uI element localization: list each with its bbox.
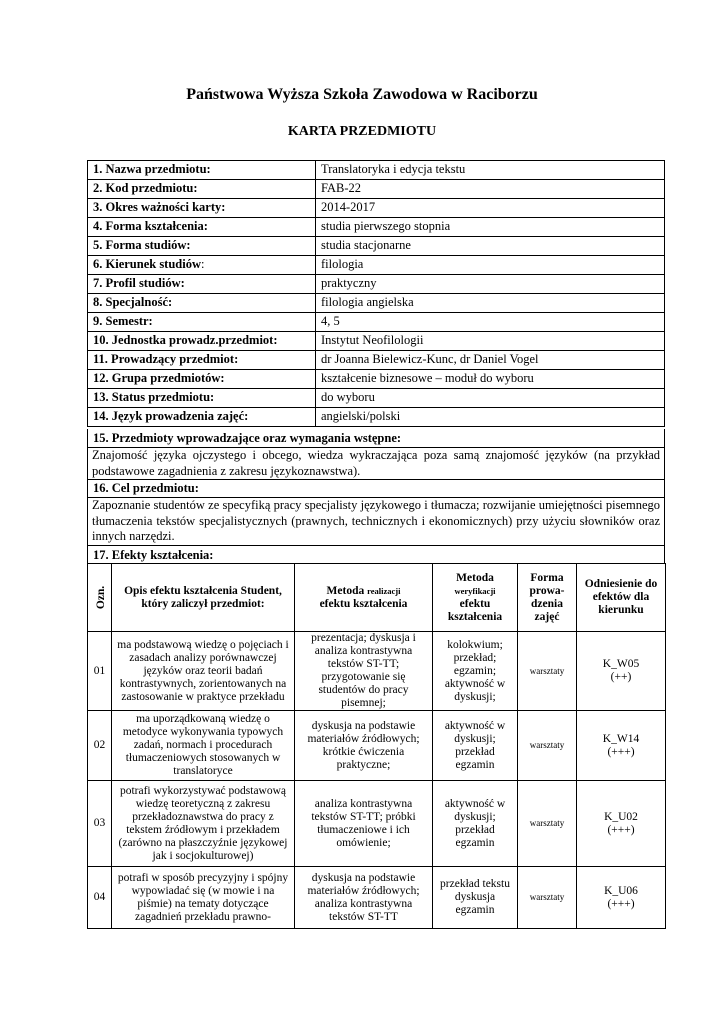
info-key: 10. Jednostka prowadz.przedmiot: bbox=[88, 332, 316, 351]
info-key: 3. Okres ważności karty: bbox=[88, 199, 316, 218]
info-row bbox=[88, 408, 665, 427]
info-key: 4. Forma kształcenia: bbox=[88, 218, 316, 237]
info-key: 2. Kod przedmiotu: bbox=[88, 180, 316, 199]
info-value: do wyboru bbox=[316, 389, 665, 408]
col-opis: Opis efektu kształcenia Student, który zaliczył przedmiot: bbox=[112, 564, 295, 632]
info-row bbox=[88, 199, 665, 218]
col-forma: Forma prowa-dzenia zajęć bbox=[518, 564, 577, 632]
section-course-goal bbox=[87, 479, 665, 546]
prerequisites-heading: 15. Przedmioty wprowadzające oraz wymagania wstępne: bbox=[88, 429, 664, 448]
info-row bbox=[88, 218, 665, 237]
col-ozn: Ozn. bbox=[88, 564, 112, 632]
outcome-row bbox=[88, 867, 666, 929]
info-key: 1. Nazwa przedmiotu: bbox=[88, 161, 316, 180]
outcome-code: 04 bbox=[88, 867, 112, 929]
info-row bbox=[88, 332, 665, 351]
info-row bbox=[88, 275, 665, 294]
info-row bbox=[88, 180, 665, 199]
outcome-method-realization: analiza kontrastywna tekstów ST-TT; próbki tłumaczeniowe i ich omówienie; bbox=[295, 781, 433, 867]
info-value: praktyczny bbox=[316, 275, 665, 294]
info-value: Translatoryka i edycja tekstu bbox=[316, 161, 665, 180]
outcome-row bbox=[88, 711, 666, 781]
info-row bbox=[88, 389, 665, 408]
prerequisites-text: Znajomość języka ojczystego i obcego, wiedza wykraczająca poza samą znajomość języków (na przykład podstawowe zagadnienia z zakresu językoznawstwa). bbox=[88, 448, 664, 480]
outcome-method-realization: dyskusja na podstawie materiałów źródłowych; krótkie ćwiczenia praktyczne; bbox=[295, 711, 433, 781]
col-metoda-weryfikacji: Metoda weryfikacji efektu kształcenia bbox=[433, 564, 518, 632]
outcome-description: potrafi w sposób precyzyjny i spójny wypowiadać się (w mowie i na piśmie) na tematy dotyczące zagadnień przekładu prawno- bbox=[112, 867, 295, 929]
info-key: 13. Status przedmiotu: bbox=[88, 389, 316, 408]
info-key: 14. Język prowadzenia zajęć: bbox=[88, 408, 316, 427]
info-key: 8. Specjalność: bbox=[88, 294, 316, 313]
outcome-method-realization: dyskusja na podstawie materiałów źródłowych; analiza kontrastywna tekstów ST-TT bbox=[295, 867, 433, 929]
info-value: 4, 5 bbox=[316, 313, 665, 332]
learning-outcomes-heading: 17. Efekty kształcenia: bbox=[93, 548, 214, 562]
info-key: 11. Prowadzący przedmiot: bbox=[88, 351, 316, 370]
info-row bbox=[88, 370, 665, 389]
outcome-form: warsztaty bbox=[518, 632, 577, 711]
info-value: Instytut Neofilologii bbox=[316, 332, 665, 351]
info-row bbox=[88, 161, 665, 180]
outcome-description: ma podstawową wiedzę o pojęciach i zasadach analizy porównawczej języków oraz teorii badań kontrastywnych, zorientowanych na zastosowanie w praktyce przekładu bbox=[112, 632, 295, 711]
info-key: 5. Forma studiów: bbox=[88, 237, 316, 256]
info-row bbox=[88, 256, 665, 275]
outcome-reference: K_U06 (+++) bbox=[577, 867, 666, 929]
info-row bbox=[88, 351, 665, 370]
outcome-form: warsztaty bbox=[518, 867, 577, 929]
info-key: 12. Grupa przedmiotów: bbox=[88, 370, 316, 389]
info-row bbox=[88, 313, 665, 332]
outcome-reference: K_W05 (++) bbox=[577, 632, 666, 711]
info-row bbox=[88, 237, 665, 256]
info-value: filologia bbox=[316, 256, 665, 275]
outcome-code: 02 bbox=[88, 711, 112, 781]
col-odniesienie: Odniesienie do efektów dla kierunku bbox=[577, 564, 666, 632]
course-info-table bbox=[87, 160, 665, 427]
outcome-reference: K_W14 (+++) bbox=[577, 711, 666, 781]
outcome-description: potrafi wykorzystywać podstawową wiedzę teoretyczną z zakresu przekładoznawstwa do pracy z tekstem źródłowym i przekładem (zarówno na płaszczyźnie językowej jak i socjokulturowej) bbox=[112, 781, 295, 867]
outcome-reference: K_U02 (+++) bbox=[577, 781, 666, 867]
outcome-code: 03 bbox=[88, 781, 112, 867]
institution-title: Państwowa Wyższa Szkoła Zawodowa w Raciborzu bbox=[186, 86, 538, 103]
outcome-form: warsztaty bbox=[518, 781, 577, 867]
info-value: angielski/polski bbox=[316, 408, 665, 427]
outcome-description: ma uporządkowaną wiedzę o metodyce wykonywania typowych zadań, normach i procedurach tłumaczeniowych stosowanych w translatoryce bbox=[112, 711, 295, 781]
outcome-method-realization: prezentacja; dyskusja i analiza kontrastywna tekstów ST-TT; przygotowanie się studentów do pracy pisemnej; bbox=[295, 632, 433, 711]
info-row bbox=[88, 294, 665, 313]
section-prerequisites bbox=[87, 429, 665, 480]
info-value: dr Joanna Bielewicz-Kunc, dr Daniel Vogel bbox=[316, 351, 665, 370]
info-value: kształcenie biznesowe – moduł do wyboru bbox=[316, 370, 665, 389]
outcome-method-verification: aktywność w dyskusji; przekład egzamin bbox=[433, 711, 518, 781]
course-goal-heading: 16. Cel przedmiotu: bbox=[88, 479, 664, 498]
col-metoda-realizacji: Metoda realizacji efektu kształcenia bbox=[295, 564, 433, 632]
course-goal-text: Zapoznanie studentów ze specyfiką pracy specjalisty językowego i tłumacza; rozwijanie umiejętności pisemnego tłumaczenia tekstów specjalistycznych (prawnych, technicznych i ekonomicznych) przy użyciu słowników oraz innych narzędzi. bbox=[88, 498, 664, 546]
outcome-row bbox=[88, 781, 666, 867]
outcome-method-verification: kolokwium; przekład; egzamin; aktywność w dyskusji; bbox=[433, 632, 518, 711]
info-value: studia stacjonarne bbox=[316, 237, 665, 256]
outcome-method-verification: przekład tekstu dyskusja egzamin bbox=[433, 867, 518, 929]
info-value: FAB-22 bbox=[316, 180, 665, 199]
outcome-code: 01 bbox=[88, 632, 112, 711]
info-value: studia pierwszego stopnia bbox=[316, 218, 665, 237]
info-key: 6. Kierunek studiów: bbox=[88, 256, 316, 275]
info-value: 2014-2017 bbox=[316, 199, 665, 218]
section-learning-outcomes bbox=[87, 545, 665, 564]
outcome-row bbox=[88, 632, 666, 711]
info-key: 7. Profil studiów: bbox=[88, 275, 316, 294]
learning-outcomes-table bbox=[87, 563, 666, 929]
outcome-form: warsztaty bbox=[518, 711, 577, 781]
outcome-method-verification: aktywność w dyskusji; przekład egzamin bbox=[433, 781, 518, 867]
info-key: 9. Semestr: bbox=[88, 313, 316, 332]
info-value: filologia angielska bbox=[316, 294, 665, 313]
document-title: KARTA PRZEDMIOTU bbox=[287, 124, 437, 139]
